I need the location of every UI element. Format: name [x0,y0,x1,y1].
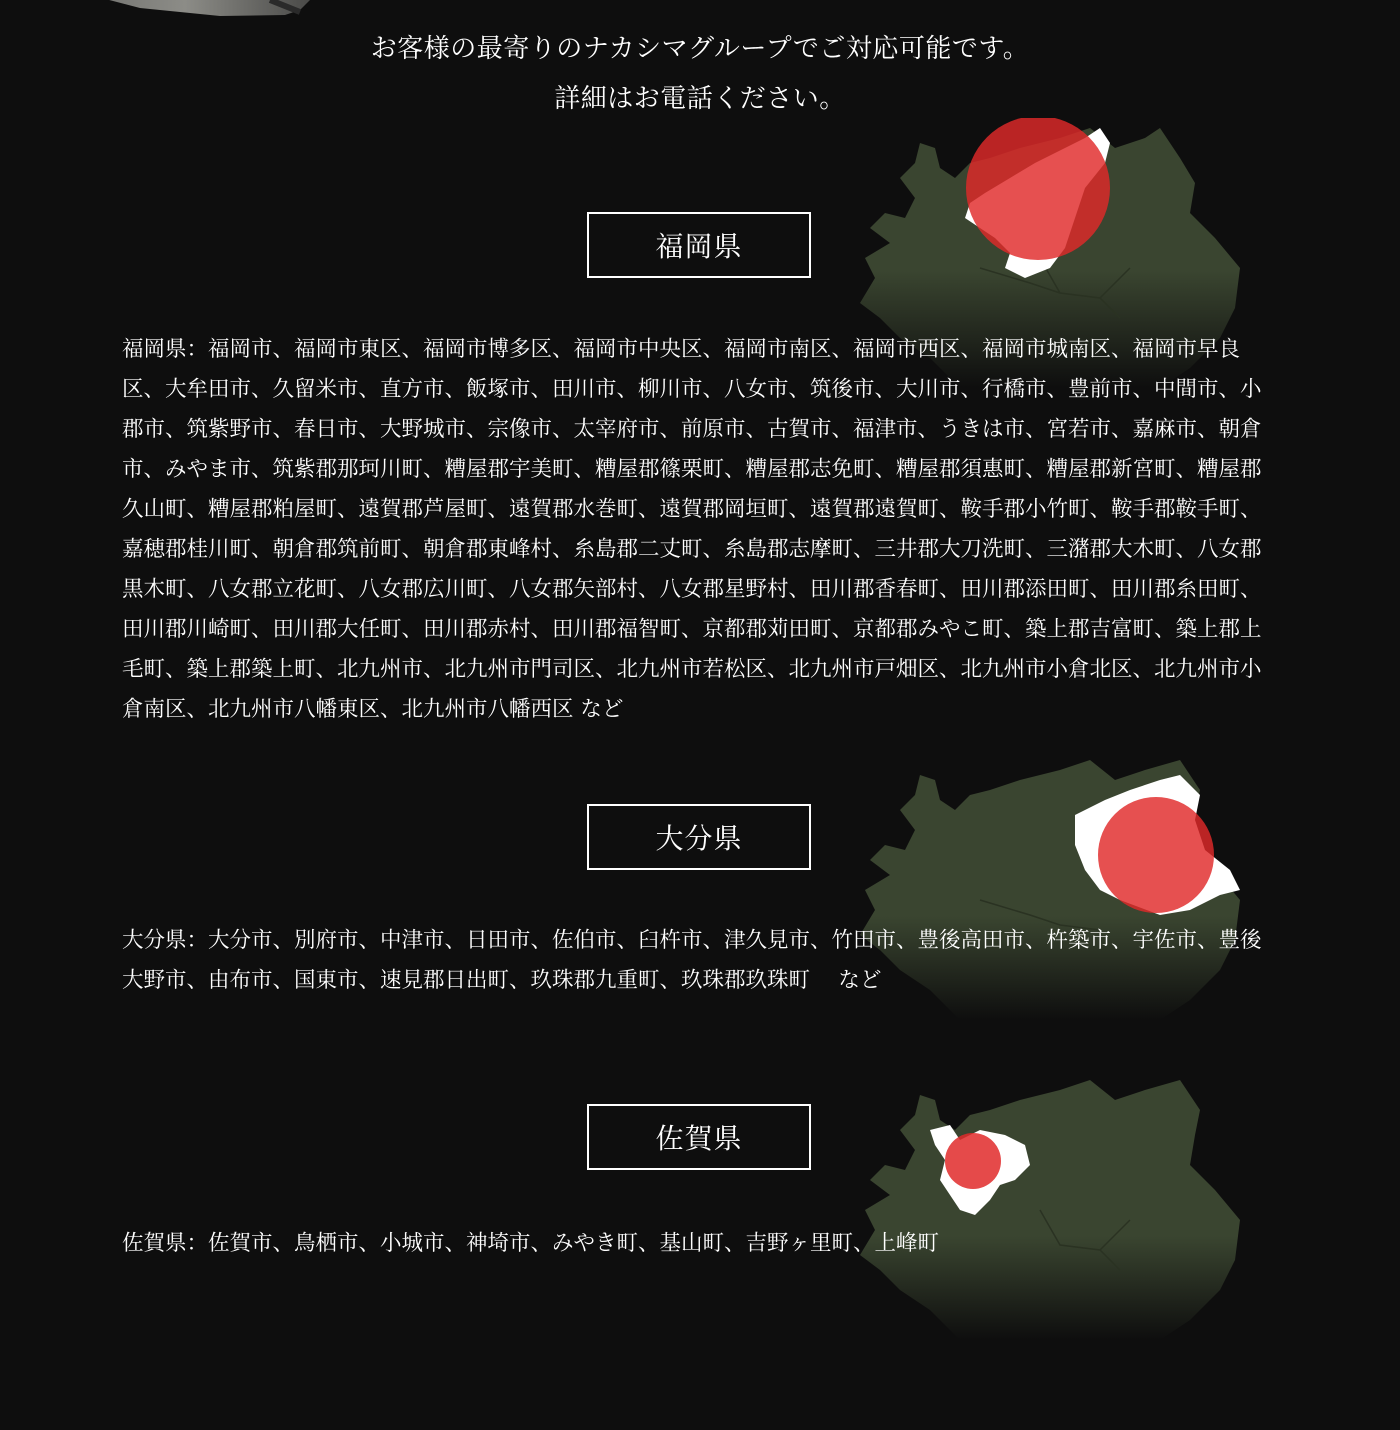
pref-title-oita: 大分県 [587,804,811,870]
area-list-fukuoka: 福岡県：福岡市、福岡市東区、福岡市博多区、福岡市中央区、福岡市南区、福岡市西区、福岡市城南区、福岡市早良区、大牟田市、久留米市、直方市、飯塚市、田川市、柳川市、八女市、筑後市、大川市、行橋市、豊前市、中間市、小郡市、筑紫野市、春日市、大野城市、宗像市、太宰府市、前原市、古賀市、福津市、うきは市、宮若市、嘉麻市、朝倉市、みやま市、筑紫郡那珂川町、糟屋郡宇美町、糟屋郡篠栗町、糟屋郡志免町、糟屋郡須惠町、糟屋郡新宮町、糟屋郡久山町、糟屋郡粕屋町、遠賀郡芦屋町、遠賀郡水巻町、遠賀郡岡垣町、遠賀郡遠賀町、鞍手郡小竹町、鞍手郡鞍手町、嘉穂郡桂川町、朝倉郡筑前町、朝倉郡東峰村、糸島郡二丈町、糸島郡志摩町、三井郡大刀洗町、三潴郡大木町、八女郡黒木町、八女郡立花町、八女郡広川町、八女郡矢部村、八女郡星野村、田川郡香春町、田川郡添田町、田川郡糸田町、田川郡川崎町、田川郡大任町、田川郡赤村、田川郡福智町、京都郡苅田町、京都郡みやこ町、築上郡吉富町、築上郡上毛町、築上郡築上町、北九州市、北九州市門司区、北九州市若松区、北九州市戸畑区、北九州市小倉北区、北九州市小倉南区、北九州市八幡東区、北九州市八幡西区 など [122,337,1262,722]
area-list-saga: 佐賀県：佐賀市、鳥栖市、小城市、神埼市、みやき町、基山町、吉野ヶ里町、上峰町 [122,1231,940,1256]
intro-message [0,24,1400,124]
area-list-oita: 大分県：大分市、別府市、中津市、日田市、佐伯市、臼杵市、津久見市、竹田市、豊後高田市、杵築市、宇佐市、豊後大野市、由布市、国東市、速見郡日出町、玖珠郡九重町、玖珠郡玖珠町 など [122,928,1262,993]
pref-title-saga: 佐賀県 [587,1104,811,1170]
intro-line-1: お客様の最寄りのナカシマグループでご対応可能です。 [370,34,1030,64]
kyushu-map-saga-icon [860,1070,1240,1340]
car-photo-fragment [60,0,310,20]
pref-title-fukuoka: 福岡県 [587,212,811,278]
intro-line-2: 詳細はお電話ください。 [554,84,846,114]
